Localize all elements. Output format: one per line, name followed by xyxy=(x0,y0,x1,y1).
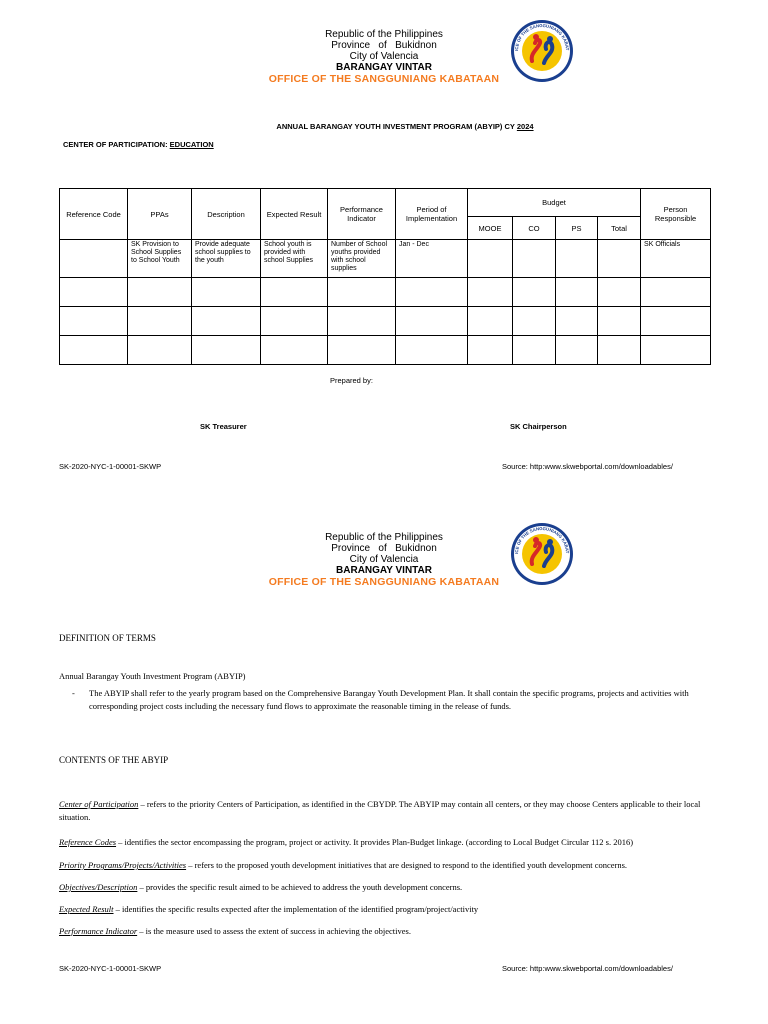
cell-co xyxy=(513,240,556,278)
header-description: Description xyxy=(192,189,261,240)
letterhead xyxy=(0,532,768,588)
sk-seal-logo xyxy=(510,522,574,586)
term-performance-indicator: Performance Indicator – is the measure used to assess the extent of success in achieving the objectives. xyxy=(59,926,411,936)
footer-source: Source: http:www.skwebportal.com/downloadables/ xyxy=(502,964,673,973)
cell-description: Provide adequate school supplies to the youth xyxy=(192,240,261,278)
prepared-by-label: Prepared by: xyxy=(330,376,373,385)
cell-performance-indicator: Number of School youths provided with school supplies xyxy=(328,240,396,278)
cell-total xyxy=(598,240,641,278)
header-performance-indicator: Performance Indicator xyxy=(328,189,396,240)
signatory-chairperson: SK Chairperson xyxy=(510,422,567,431)
svg-text:OFFICE OF THE SANGGUNIANG KABA: ICE OF THE SANGGUNIANG KABAT xyxy=(513,525,570,554)
letterhead-city: City of Valencia xyxy=(349,51,419,62)
abyip-definition: - The ABYIP shall refer to the yearly program based on the Comprehensive Barangay Youth Development Plan. It shall contain the specific programs, projects and activities with corresponding project costs including the necessary fund flows to approximate the reasonable timing in the release of funds. xyxy=(72,688,689,711)
table-row xyxy=(60,278,711,307)
cell-person-responsible: SK Officials xyxy=(641,240,711,278)
sk-seal-logo xyxy=(510,19,574,83)
abyip-table xyxy=(59,188,711,365)
definition-of-terms-heading: DEFINITION OF TERMS xyxy=(59,633,156,643)
table-row xyxy=(60,336,711,365)
cell-ppas: SK Provision to School Supplies to School Youth xyxy=(128,240,192,278)
header-reference-code: Reference Code xyxy=(60,189,128,240)
header-ps: PS xyxy=(556,217,598,240)
footer-source: Source: http:www.skwebportal.com/downloadables/ xyxy=(502,462,673,471)
letterhead-city: City of Valencia xyxy=(349,554,419,565)
letterhead-republic: Republic of the Philippines xyxy=(325,29,443,40)
signatory-treasurer: SK Treasurer xyxy=(200,422,247,431)
letterhead-barangay: BARANGAY VINTAR xyxy=(336,62,432,73)
header-period: Period of Implementation xyxy=(396,189,468,240)
svg-text:OFFICE OF THE SANGGUNIANG KABA: ICE OF THE SANGGUNIANG KABAT xyxy=(513,22,570,51)
table-row xyxy=(60,307,711,336)
header-expected-result: Expected Result xyxy=(261,189,328,240)
page-1 xyxy=(0,0,768,496)
page-2 xyxy=(0,500,768,1024)
contents-heading: CONTENTS OF THE ABYIP xyxy=(59,755,169,765)
cell-expected-result: School youth is provided with school Supplies xyxy=(261,240,328,278)
term-expected-result: Expected Result – identifies the specific results expected after the implementation of the identified program/project/activity xyxy=(59,904,479,914)
center-of-participation-value: EDUCATION xyxy=(169,140,214,149)
header-person-responsible: Person Responsible xyxy=(641,189,711,240)
letterhead-office: OFFICE OF THE SANGGUNIANG KABATAAN xyxy=(268,576,500,588)
letterhead xyxy=(0,29,768,85)
cell-period: Jan - Dec xyxy=(396,240,468,278)
table-row xyxy=(60,240,711,278)
term-objectives-description: Objectives/Description – provides the specific result aimed to be achieved to address the youth development concerns. xyxy=(59,882,463,892)
cell-reference-code xyxy=(60,240,128,278)
footer-document-code: SK-2020-NYC-1-00001-SKWP xyxy=(59,462,162,471)
header-mooe: MOOE xyxy=(468,217,513,240)
term-reference-codes: Reference Codes – identifies the sector encompassing the program, project or activity. It provides Plan-Budget linkage. (according to Local Budget Circular 112 s. 2016) xyxy=(59,837,634,847)
letterhead-province: Province of Bukidnon xyxy=(331,40,437,51)
center-of-participation: CENTER OF PARTICIPATION: EDUCATION xyxy=(63,140,214,149)
letterhead-province: Province of Bukidnon xyxy=(331,543,437,554)
cell-ps xyxy=(556,240,598,278)
letterhead-office: OFFICE OF THE SANGGUNIANG KABATAAN xyxy=(268,73,500,85)
abyip-heading: Annual Barangay Youth Investment Program (ABYIP) xyxy=(59,671,246,681)
cell-mooe xyxy=(468,240,513,278)
letterhead-republic: Republic of the Philippines xyxy=(325,532,443,543)
header-budget: Budget xyxy=(468,189,641,217)
header-co: CO xyxy=(513,217,556,240)
header-total: Total xyxy=(598,217,641,240)
footer-document-code: SK-2020-NYC-1-00001-SKWP xyxy=(59,964,162,973)
letterhead-barangay: BARANGAY VINTAR xyxy=(336,565,432,576)
term-priority-ppas: Priority Programs/Projects/Activities – refers to the proposed youth development initiatives that are designed to respond to the identified youth development concerns. xyxy=(59,860,628,870)
term-center-of-participation: Center of Participation – refers to the priority Centers of Participation, as identified in the CBYDP. The ABYIP may contain all centers, or they may choose Centers applicable to their local situation. xyxy=(59,799,701,822)
document-title: ANNUAL BARANGAY YOUTH INVESTMENT PROGRAM (ABYIP) CY 2024 xyxy=(276,122,534,131)
header-ppas: PPAs xyxy=(128,189,192,240)
